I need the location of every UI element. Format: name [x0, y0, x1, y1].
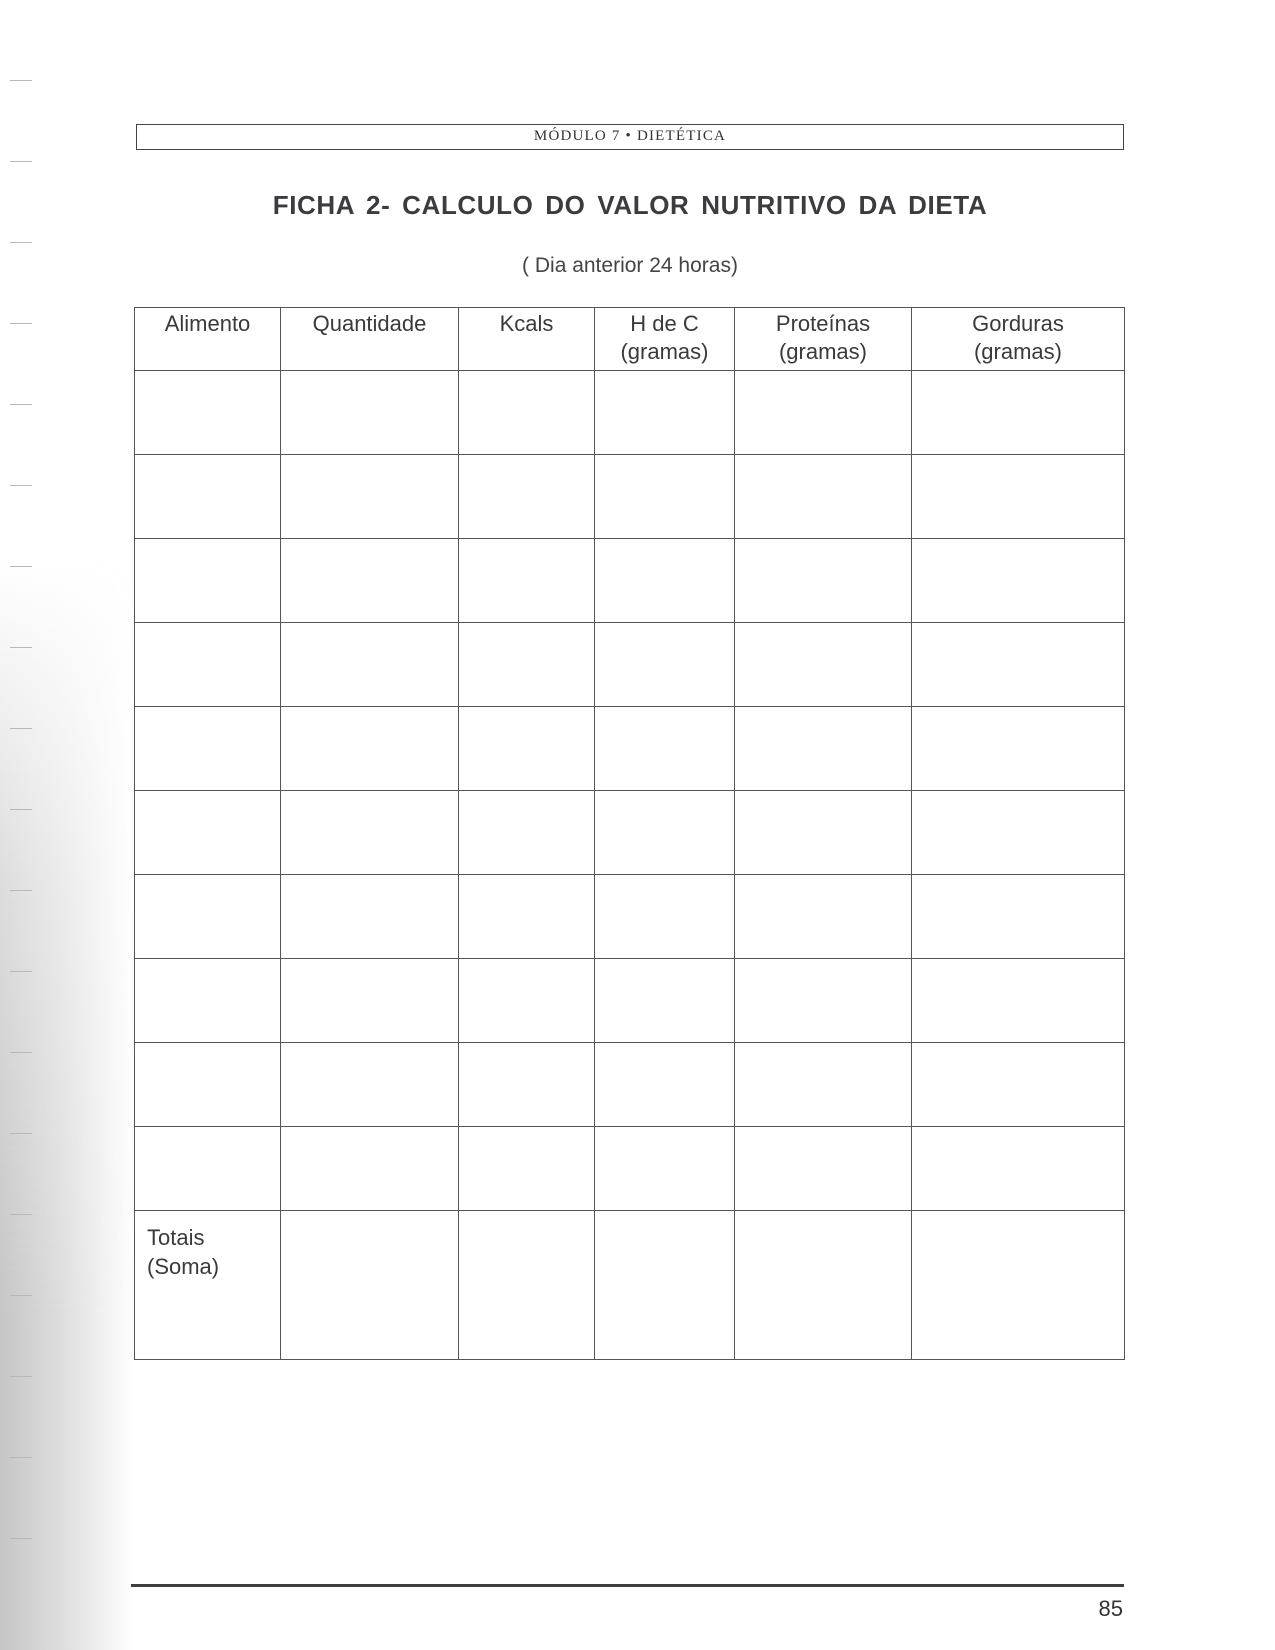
table-cell[interactable]: [912, 1127, 1125, 1211]
table-row: [135, 539, 1125, 623]
table-cell[interactable]: [459, 371, 595, 455]
margin-tick: [10, 971, 32, 972]
table-cell[interactable]: [281, 539, 459, 623]
table-cell[interactable]: [281, 371, 459, 455]
table-cell[interactable]: [912, 959, 1125, 1043]
table-cell[interactable]: [459, 455, 595, 539]
column-header-quantidade: Quantidade: [281, 308, 459, 371]
table-row: [135, 707, 1125, 791]
table-cell[interactable]: [595, 707, 735, 791]
margin-tick: [10, 1133, 32, 1134]
table-cell[interactable]: [735, 875, 912, 959]
column-header-hdec: H de C (gramas): [595, 308, 735, 371]
table-cell[interactable]: [735, 539, 912, 623]
totals-row: [135, 1211, 1125, 1360]
margin-tick: [10, 161, 32, 162]
table-body: [135, 371, 1125, 1360]
table-row: [135, 791, 1125, 875]
table-cell[interactable]: [135, 539, 281, 623]
table-cell[interactable]: [912, 455, 1125, 539]
module-header: [136, 124, 1124, 150]
table-cell[interactable]: [281, 707, 459, 791]
table-cell[interactable]: [281, 875, 459, 959]
table-cell[interactable]: [135, 791, 281, 875]
totals-cell[interactable]: [459, 1211, 595, 1360]
margin-tick: [10, 728, 32, 729]
table-cell[interactable]: [735, 455, 912, 539]
footer-rule: [131, 1584, 1124, 1587]
table-row: [135, 623, 1125, 707]
scan-margin-marks: [0, 0, 40, 1650]
table-cell[interactable]: [735, 707, 912, 791]
column-header-gorduras: Gorduras (gramas): [912, 308, 1125, 371]
table-cell[interactable]: [912, 623, 1125, 707]
table-cell[interactable]: [595, 623, 735, 707]
sheet-title: FICHA 2- CALCULO DO VALOR NUTRITIVO DA DIETA: [272, 190, 988, 220]
margin-tick: [10, 1376, 32, 1377]
margin-tick: [10, 1052, 32, 1053]
table-cell[interactable]: [595, 959, 735, 1043]
margin-tick: [10, 809, 32, 810]
column-header-proteinas: Proteínas (gramas): [735, 308, 912, 371]
column-header-alimento: Alimento: [135, 308, 281, 371]
table-cell[interactable]: [912, 1043, 1125, 1127]
totals-label: Totais (Soma): [135, 1211, 281, 1360]
table-cell[interactable]: [135, 1127, 281, 1211]
column-header-kcals: Kcals: [459, 308, 595, 371]
table-cell[interactable]: [281, 455, 459, 539]
table-row: [135, 1127, 1125, 1211]
table-cell[interactable]: [912, 707, 1125, 791]
totals-cell[interactable]: [281, 1211, 459, 1360]
table-cell[interactable]: [135, 455, 281, 539]
margin-tick: [10, 566, 32, 567]
margin-tick: [10, 242, 32, 243]
margin-tick: [10, 404, 32, 405]
table-cell[interactable]: [735, 959, 912, 1043]
table-cell[interactable]: [135, 1043, 281, 1127]
margin-tick: [10, 485, 32, 486]
margin-tick: [10, 890, 32, 891]
table-cell[interactable]: [735, 1043, 912, 1127]
table-cell[interactable]: [135, 371, 281, 455]
table-cell[interactable]: [595, 539, 735, 623]
sheet-subtitle: ( Dia anterior 24 horas): [522, 254, 738, 277]
table-cell[interactable]: [281, 1043, 459, 1127]
table-row: [135, 371, 1125, 455]
page-number: 85: [1098, 1596, 1123, 1621]
margin-tick: [10, 1457, 32, 1458]
table-cell[interactable]: [912, 539, 1125, 623]
table-cell[interactable]: [735, 791, 912, 875]
table-row: [135, 1043, 1125, 1127]
table-cell[interactable]: [595, 1127, 735, 1211]
table-cell[interactable]: [735, 623, 912, 707]
table-cell[interactable]: [912, 875, 1125, 959]
margin-tick: [10, 323, 32, 324]
table-cell[interactable]: [735, 1127, 912, 1211]
table-row: [135, 959, 1125, 1043]
table-cell[interactable]: [595, 1043, 735, 1127]
table-cell[interactable]: [459, 875, 595, 959]
totals-cell[interactable]: [595, 1211, 735, 1360]
nutrition-table: [134, 307, 1125, 1360]
totals-cell[interactable]: [912, 1211, 1125, 1360]
margin-tick: [10, 647, 32, 648]
table-cell[interactable]: [595, 371, 735, 455]
table-header-row: [135, 308, 1125, 371]
table-cell[interactable]: [135, 623, 281, 707]
table-cell[interactable]: [459, 1043, 595, 1127]
table-row: [135, 875, 1125, 959]
table-cell[interactable]: [459, 707, 595, 791]
table-cell[interactable]: [595, 875, 735, 959]
table-cell[interactable]: [135, 707, 281, 791]
margin-tick: [10, 1214, 32, 1215]
module-label: MÓDULO 7 • DIETÉTICA: [533, 128, 727, 144]
table-cell[interactable]: [459, 959, 595, 1043]
table-cell[interactable]: [281, 791, 459, 875]
margin-tick: [10, 80, 32, 81]
table-cell[interactable]: [735, 371, 912, 455]
table-cell[interactable]: [135, 959, 281, 1043]
table-cell[interactable]: [595, 791, 735, 875]
table-cell[interactable]: [595, 455, 735, 539]
table-cell[interactable]: [281, 959, 459, 1043]
margin-tick: [10, 1538, 32, 1539]
table-cell[interactable]: [459, 1127, 595, 1211]
table-cell[interactable]: [912, 791, 1125, 875]
totals-cell[interactable]: [735, 1211, 912, 1360]
table-cell[interactable]: [135, 875, 281, 959]
table-cell[interactable]: [281, 623, 459, 707]
table-cell[interactable]: [459, 539, 595, 623]
table-cell[interactable]: [459, 791, 595, 875]
table-cell[interactable]: [912, 371, 1125, 455]
margin-tick: [10, 1295, 32, 1296]
table-cell[interactable]: [281, 1127, 459, 1211]
table-row: [135, 455, 1125, 539]
table-cell[interactable]: [459, 623, 595, 707]
